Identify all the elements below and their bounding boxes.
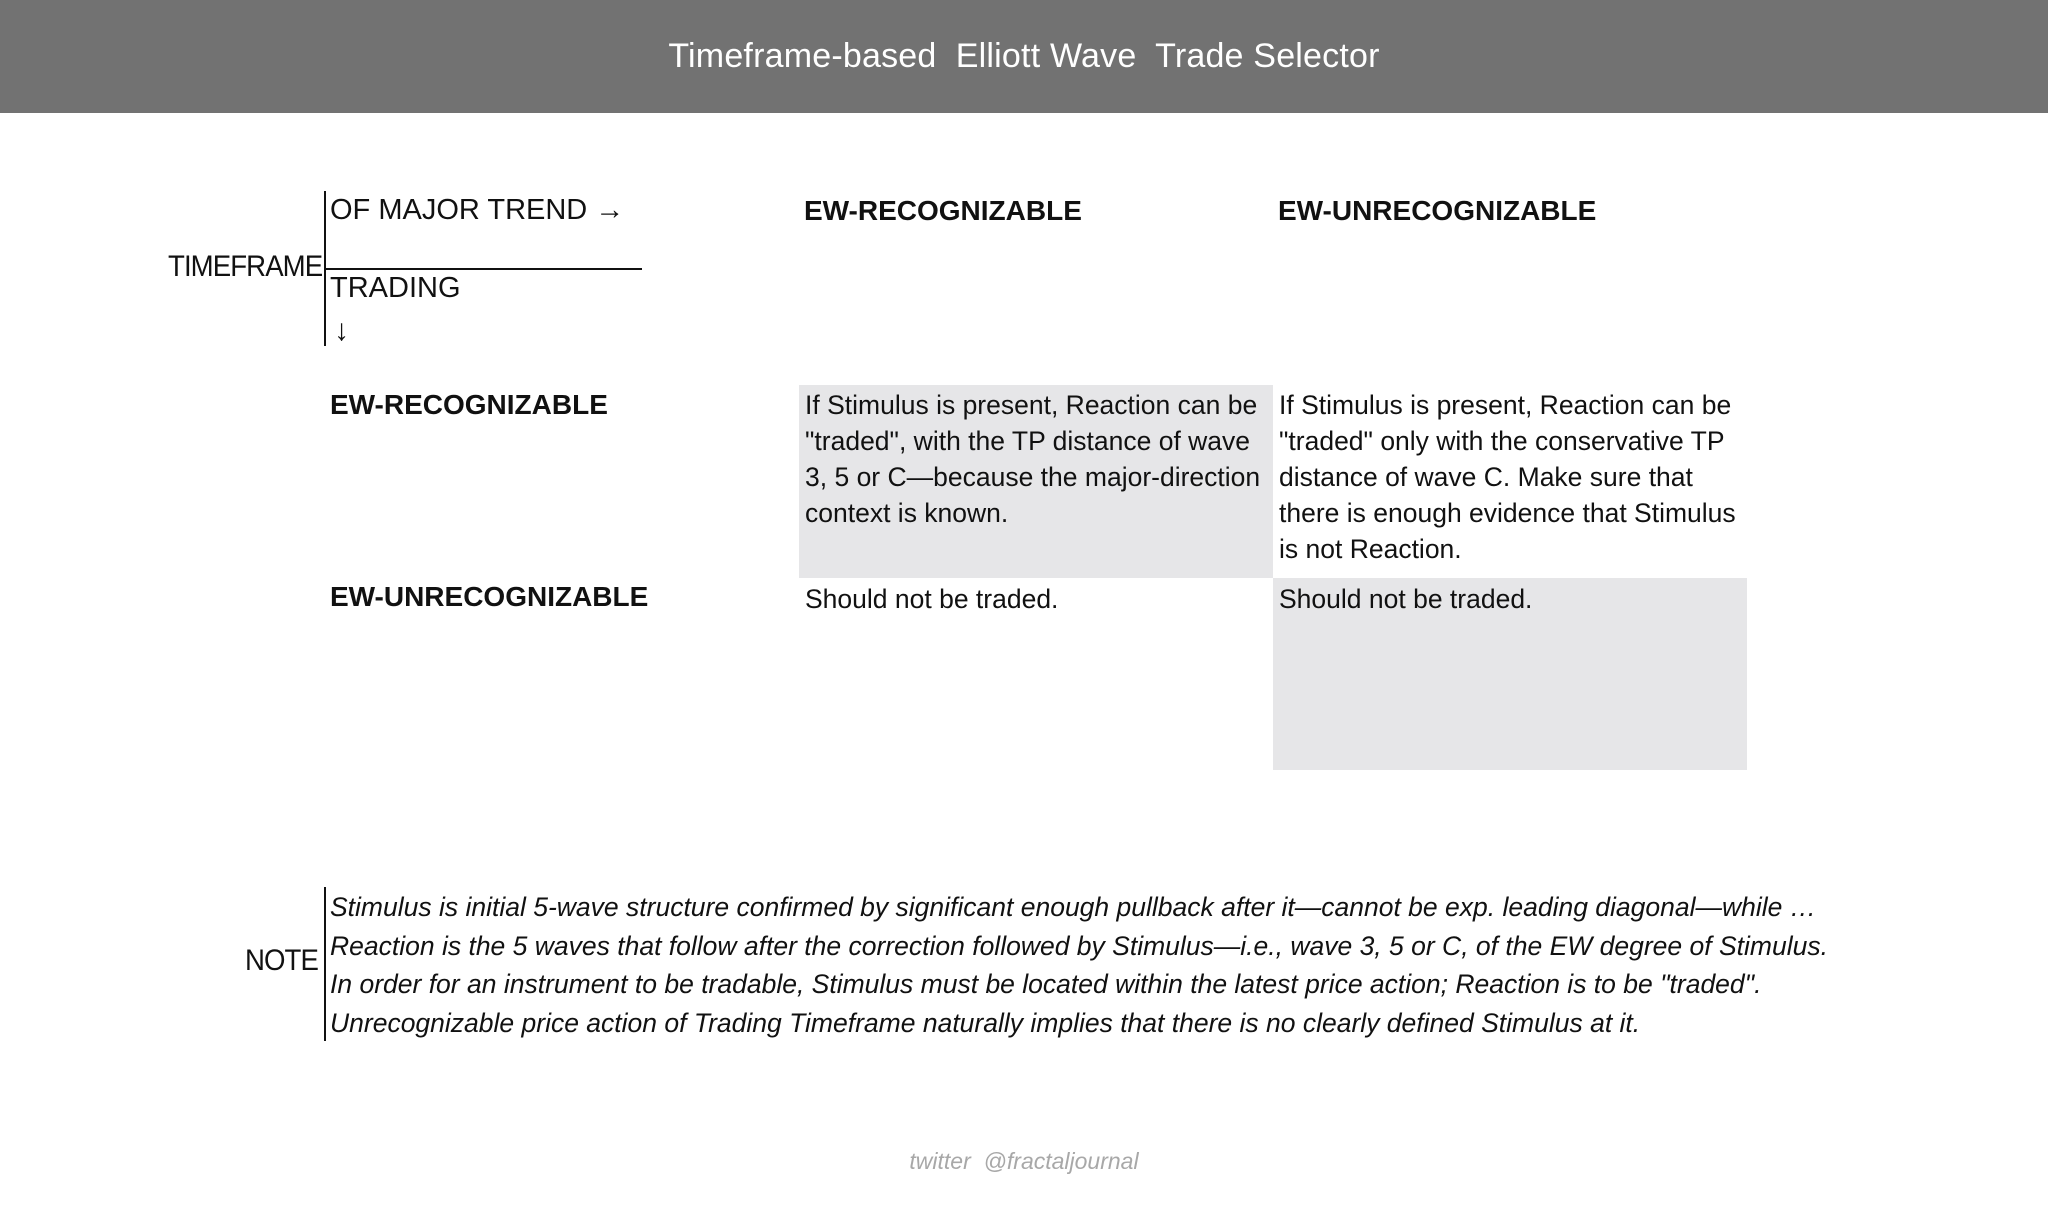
major-trend-label: OF MAJOR TREND →: [330, 194, 625, 226]
timeframe-divider-horizontal: [324, 268, 642, 270]
column-header-ew-unrecognizable: EW-UNRECOGNIZABLE: [1278, 195, 1597, 226]
row-header-ew-unrecognizable: EW-UNRECOGNIZABLE: [330, 581, 649, 612]
note-line: Unrecognizable price action of Trading Timeframe naturally implies that there is no clearly defined Stimulus at it.: [330, 1007, 1641, 1038]
note-divider: [324, 887, 326, 1041]
matrix-cell-recognizable-unrecognizable: If Stimulus is present, Reaction can be "traded" only with the conservative TP distance of wave C. Make sure that there is enough evidence that Stimulus is not Reaction.: [1279, 390, 1736, 564]
note-line: Stimulus is initial 5-wave structure confirmed by significant enough pullback after it—cannot be exp. leading diagonal—while …: [330, 892, 1817, 922]
page-title: Timeframe-based Elliott Wave Trade Selector: [668, 37, 1380, 75]
note-line: In order for an instrument to be tradable, Stimulus must be located within the latest price action; Reaction is to be "traded".: [330, 969, 1762, 1000]
matrix-cell-unrecognizable-unrecognizable: Should not be traded.: [1273, 578, 1747, 770]
title-bar: [0, 0, 2048, 113]
column-header-ew-recognizable: EW-RECOGNIZABLE: [804, 195, 1082, 226]
note-text: [330, 888, 1828, 1042]
note-line: Reaction is the 5 waves that follow after the correction followed by Stimulus—i.e., wave 3, 5 or C, of the EW degree of Stimulus.: [330, 930, 1828, 961]
trading-label: TRADING: [330, 272, 461, 304]
row-header-ew-recognizable: EW-RECOGNIZABLE: [330, 389, 608, 420]
note-label: NOTE: [245, 944, 318, 977]
timeframe-label: TIMEFRAME: [168, 250, 323, 283]
down-arrow-icon: ↓: [334, 314, 349, 347]
footer-credit: twitter @fractaljournal: [909, 1148, 1139, 1174]
matrix-cell-unrecognizable-recognizable: Should not be traded.: [805, 584, 1059, 614]
matrix-cell-recognizable-recognizable: If Stimulus is present, Reaction can be "traded", with the TP distance of wave 3, 5 or C—because the major-direction context is known.: [799, 385, 1273, 578]
